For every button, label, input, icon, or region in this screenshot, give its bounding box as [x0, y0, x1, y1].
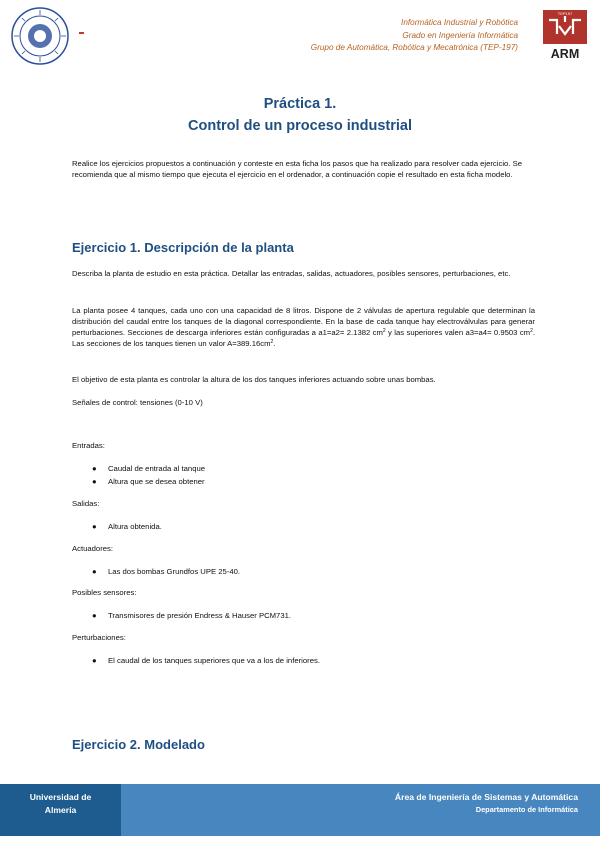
bullet-icon: ●: [92, 656, 97, 665]
intro-paragraph: Realice los ejercicios propuestos a continuación y conteste en esta ficha los pasos que ha realizado para resolver cada ejercicio. Se recomienda que al mismo tiempo que ejecuta el ejercicio en el ordenador, a continuación copie el resultado en esta ficha modelo.: [72, 159, 522, 179]
header-group: Grupo de Automática, Robótica y Mecatrónica (TEP-197): [310, 43, 518, 52]
sensores-list: [92, 609, 291, 622]
header-course-info: [311, 17, 518, 55]
footer-dept: Departamento de Informática: [475, 805, 578, 814]
bullet-icon: ●: [92, 477, 97, 486]
control-signals: Señales de control: tensiones (0-10 V): [72, 398, 203, 407]
arm-logo-icon: [541, 8, 589, 60]
footer-area: Área de Ingeniería de Sistemas y Automática: [394, 792, 578, 802]
plant-text-b: y las superiores valen a3=a4= 0.9503 cm: [385, 328, 531, 337]
header-subject: Informática Industrial y Robótica: [401, 18, 518, 27]
exercise-1-heading: Ejercicio 1. Descripción de la planta: [72, 240, 294, 255]
footer-university: [0, 784, 121, 836]
list-item: [92, 565, 240, 578]
plant-paragraph: [72, 305, 535, 349]
actuadores-label: Actuadores:: [72, 544, 114, 553]
entradas-list: [92, 462, 205, 488]
perturbaciones-label: Perturbaciones:: [72, 633, 126, 642]
actuadores-list: [92, 565, 240, 578]
footer-department: [121, 784, 600, 836]
list-item: [92, 520, 162, 533]
list-item-text: Transmisores de presión Endress & Hauser PCM731.: [108, 611, 292, 620]
sup-3: 2: [270, 339, 274, 345]
svg-text:TEP197: TEP197: [557, 11, 573, 16]
list-item-text: Las dos bombas Grundfos UPE 25-40.: [108, 567, 241, 576]
sup-2: 2: [530, 328, 533, 334]
exercise-2-heading: Ejercicio 2. Modelado: [72, 737, 205, 752]
list-item-text: Altura que se desea obtener: [108, 477, 205, 486]
exercise-1-prompt: Describa la planta de estudio en esta práctica. Detallar las entradas, salidas, actuadores, posibles sensores, perturbaciones, etc.: [72, 269, 511, 278]
objective-paragraph: El objetivo de esta planta es controlar la altura de los dos tanques inferiores actuando sobre unas bombas.: [72, 375, 436, 384]
document-title: [0, 94, 600, 136]
list-item: [92, 462, 205, 475]
plant-text-c: . Las secciones de los tanques tienen un valor A=389.16cm: [72, 328, 535, 348]
plant-description: [72, 305, 535, 349]
sensores-label: Posibles sensores:: [72, 588, 137, 597]
list-item: [92, 654, 320, 667]
arm-logo-text: ARM: [550, 47, 580, 60]
salidas-label: Salidas:: [72, 499, 100, 508]
exercise-1-prompt-section: [72, 268, 535, 279]
objective-section: [72, 374, 535, 385]
university-seal-icon: [10, 6, 70, 66]
plant-text-a: La planta posee 4 tanques, cada uno con una capacidad de 8 litros. Dispone de 2 válvulas de apertura regulable que determinan la distribución del caudal entre los tanques de la diagonal correspondiente. En la base de cada tanque hay electroválvulas para generar perturbaciones. Secciones de descarga inferiores están configuradas a a1=a2= 2.1382 cm: [72, 306, 535, 337]
list-item-text: Altura obtenida.: [108, 522, 162, 531]
sup-1: 2: [382, 328, 386, 334]
practice-title: Control de un proceso industrial: [188, 118, 412, 134]
footer-university-line2: Almería: [44, 805, 77, 815]
bullet-icon: ●: [92, 567, 97, 576]
header-dash: [79, 32, 84, 34]
list-item: [92, 475, 205, 488]
list-item-text: El caudal de los tanques superiores que va a los de inferiores.: [108, 656, 320, 665]
perturbaciones-list: [92, 654, 320, 667]
intro-section: [72, 158, 535, 180]
footer-university-line1: Universidad de: [29, 792, 92, 802]
list-item-text: Caudal de entrada al tanque: [108, 464, 206, 473]
bullet-icon: ●: [92, 464, 97, 473]
salidas-list: [92, 520, 162, 533]
list-item: [92, 609, 291, 622]
practice-number: Práctica 1.: [263, 96, 337, 112]
bullet-icon: ●: [92, 522, 97, 531]
bullet-icon: ●: [92, 611, 97, 620]
plant-text-d: .: [273, 339, 276, 348]
header-degree: Grado en Ingeniería Informática: [402, 30, 518, 40]
signals-section: [72, 397, 535, 408]
entradas-label: Entradas:: [72, 441, 105, 450]
